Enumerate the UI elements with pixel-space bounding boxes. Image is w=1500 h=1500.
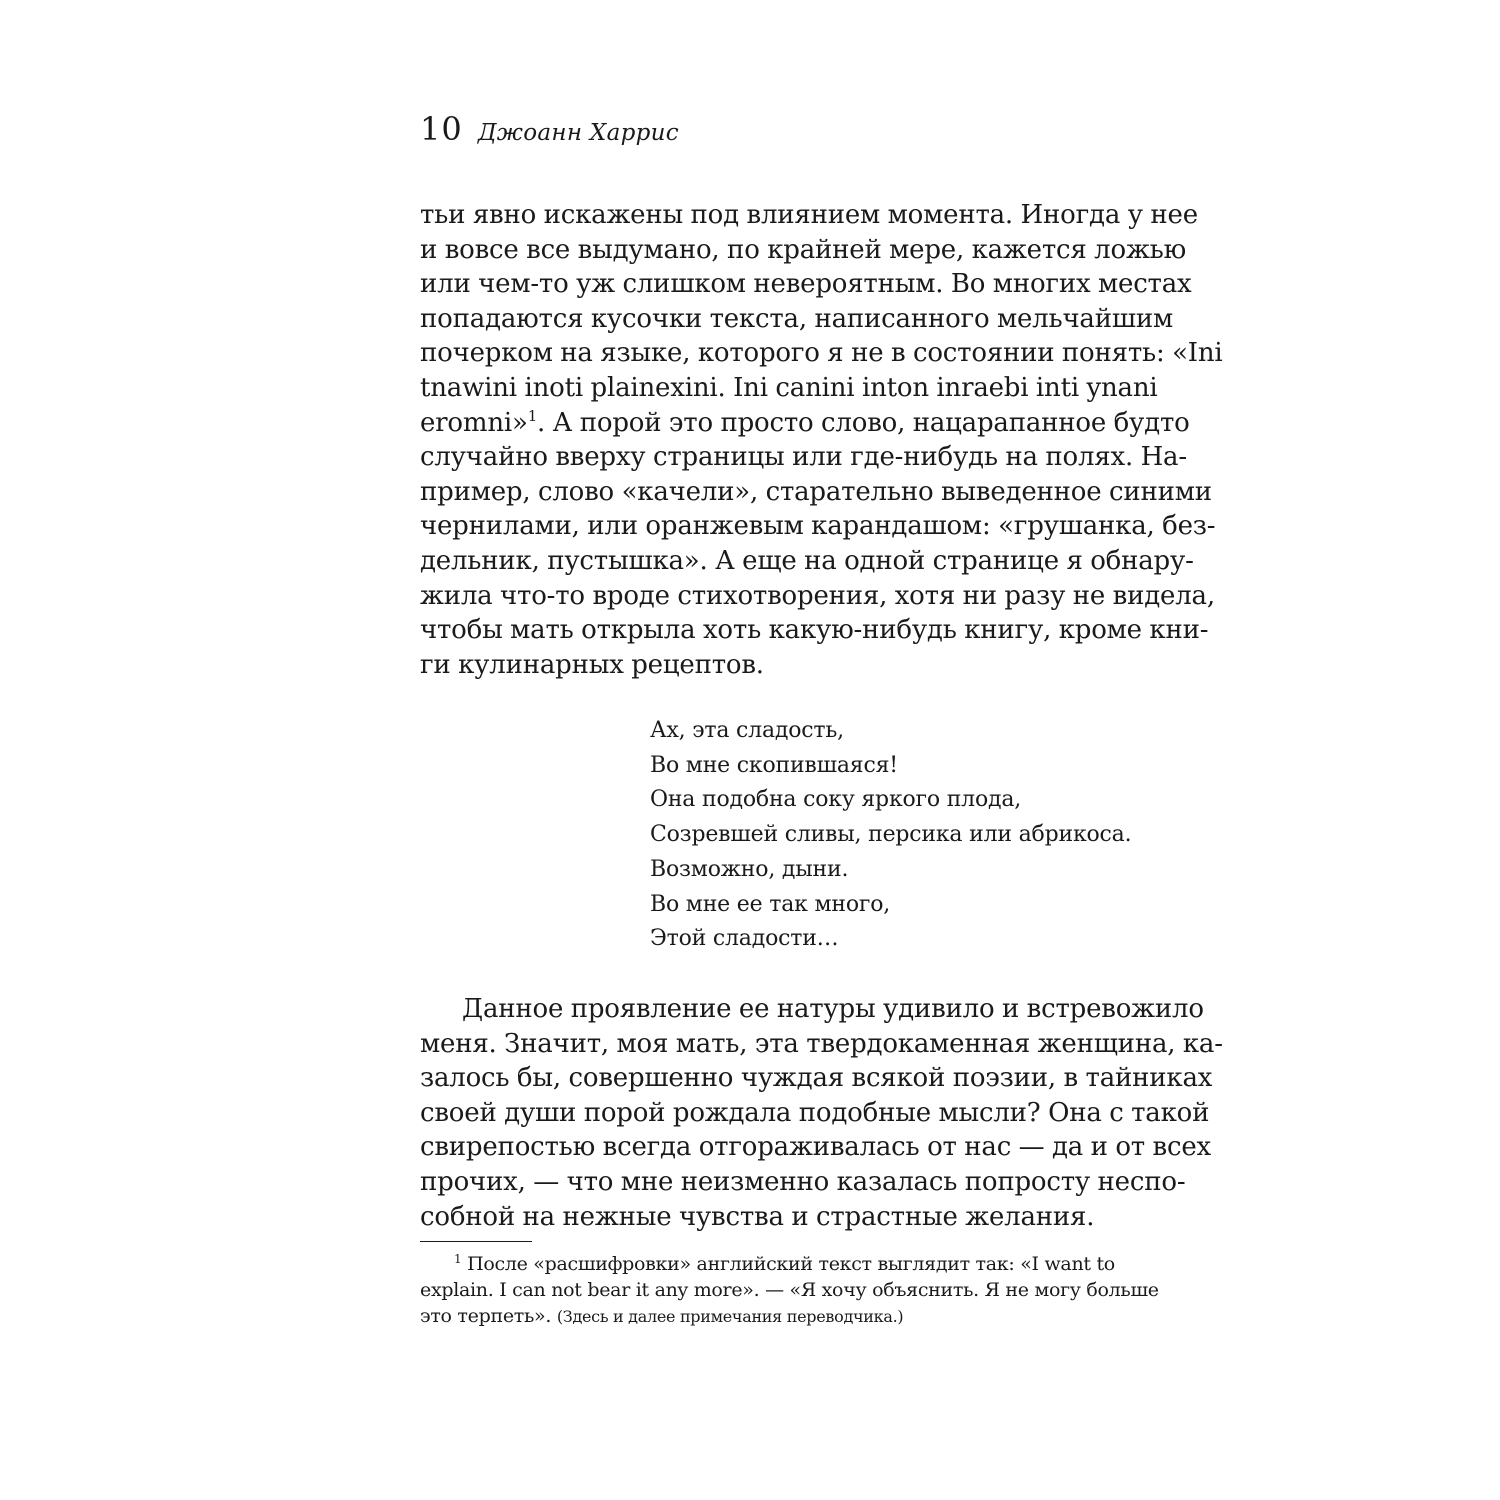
text-line: почерком на языке, которого я не в состоянии понять: «Ini [420, 338, 1223, 369]
page-number: 10 [420, 110, 463, 148]
text-line: чтобы мать открыла хоть какую-нибудь книгу, кроме кни- [420, 615, 1209, 646]
text-line: чернилами, или оранжевым карандашом: «грушанка, без- [420, 511, 1216, 542]
paragraph-1 [420, 198, 1223, 682]
footnote [420, 1251, 1159, 1330]
poem-line: Ах, эта сладость, [650, 718, 844, 743]
text-line: собной на нежные чувства и страстные желания. [420, 1201, 1095, 1232]
running-head [420, 110, 679, 170]
text-line: случайно вверху страницы или где-нибудь на полях. На- [420, 442, 1187, 473]
text-line: Данное проявление ее натуры удивило и встревожило [462, 994, 1204, 1024]
running-head-author: Джоанн Харрис [477, 120, 679, 146]
footnote-marker: 1 [454, 1252, 462, 1266]
text-line: пример, слово «качели», старательно выведенное синими [420, 476, 1212, 507]
text-line: своей души порой рождала подобные мысли? Она с такой [420, 1097, 1210, 1128]
poem-line: Во мне ее так много, [650, 891, 891, 917]
poem-line: Она подобна соку яркого плода, [650, 787, 1022, 813]
text-line: меня. Значит, моя мать, эта твердокаменная женщина, ка- [420, 1028, 1223, 1059]
footnote-line [420, 1303, 1114, 1330]
text-line: прочих, — что мне неизменно казалась попросту неспо- [420, 1166, 1186, 1197]
text-line: жила что-то вроде стихотворения, хотя ни разу не видела, [420, 580, 1215, 611]
paragraph-2 [420, 992, 1223, 1234]
text-line: дельник, пустышка». А еще на одной странице я обнару- [420, 545, 1194, 576]
text-line: tnawini inoti plainexini. Ini canini inton inraebi inti ynani [420, 372, 1158, 403]
poem-line: Этой сладости… [650, 926, 839, 952]
footnote-divider [420, 1241, 532, 1242]
text-fragment: eromni» [420, 407, 528, 438]
text-line: и вовсе все выдумано, по крайней мере, кажется ложью [420, 234, 1187, 265]
footnote-text: это терпеть». [420, 1305, 552, 1327]
text-line: или чем-то уж слишком невероятным. Во многих местах [420, 269, 1192, 300]
poem [650, 714, 1131, 957]
poem-line: Созревшей сливы, персика или абрикоса. [650, 822, 1132, 848]
footnote-text: После «расшифровки» английский текст выглядит так: «I want to [467, 1253, 1115, 1275]
translator-note: (Здесь и далее примечания переводчика.) [556, 1307, 904, 1326]
footnote-reference: 1 [527, 406, 538, 425]
poem-line: Во мне скопившаяся! [650, 752, 898, 778]
text-line: тьи явно искажены под влиянием момента. Иногда у нее [420, 200, 1198, 230]
footnote-line [420, 1251, 1114, 1277]
poem-line: Возможно, дыни. [650, 856, 849, 882]
text-line: свирепостью всегда отгораживалась от нас — да и от всех [420, 1132, 1212, 1163]
text-line: попадаются кусочки текста, написанного мельчайшим [420, 303, 1173, 334]
text-line-with-footnote [420, 406, 1190, 441]
text-fragment: . А порой это просто слово, нацарапанное будто [537, 407, 1190, 438]
text-line: залось бы, совершенно чуждая всякой поэзии, в тайниках [420, 1063, 1213, 1094]
footnote-line: explain. I can not bear it any more». — «Я хочу объяснить. Я не могу больше [420, 1279, 1159, 1301]
text-line: ги кулинарных рецептов. [420, 649, 764, 680]
